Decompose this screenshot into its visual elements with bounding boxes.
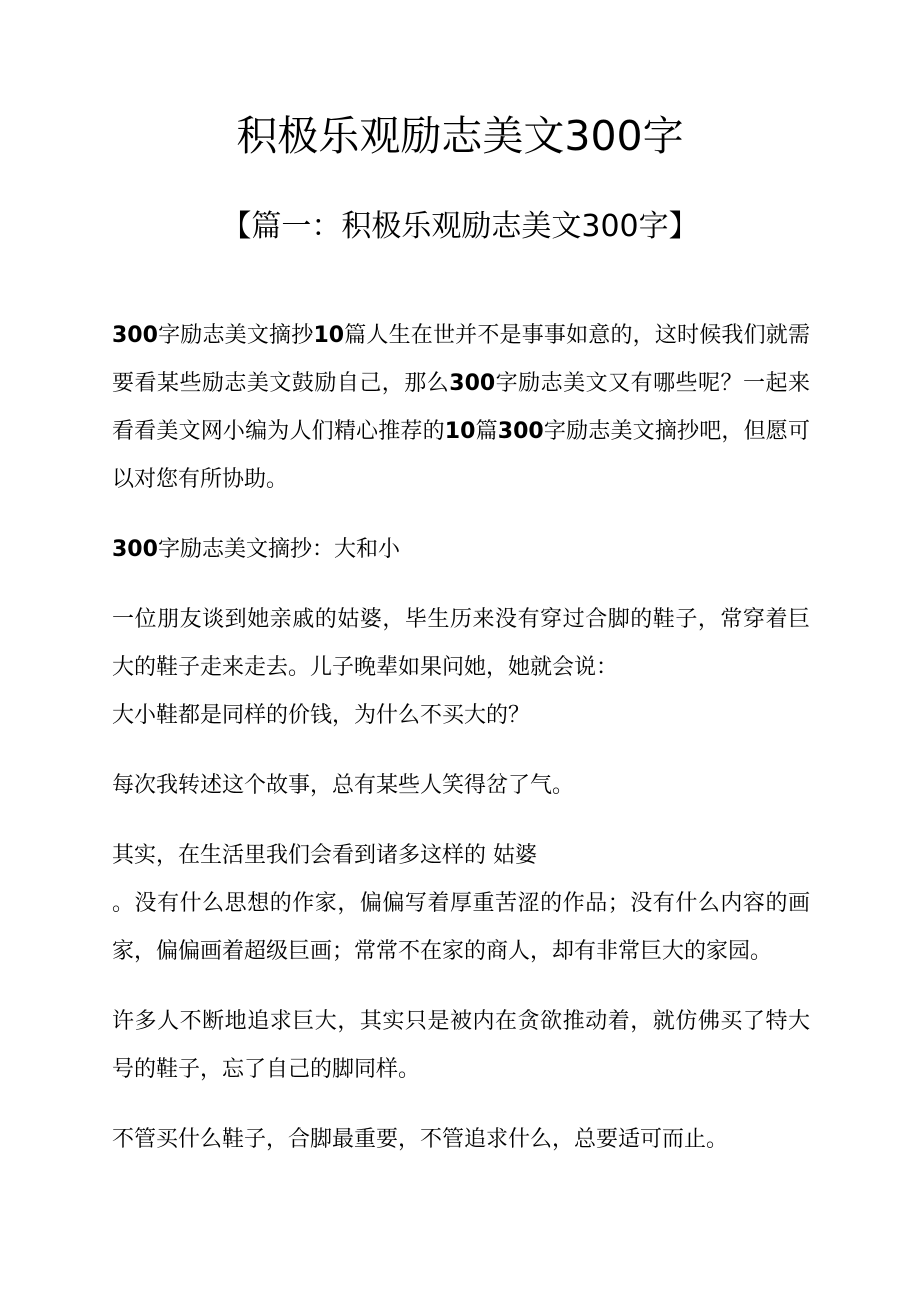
document-title: 积极乐观励志美文300字 <box>236 112 684 160</box>
story-paragraph-1-text: 一位朋友谈到她亲戚的姑婆，毕生历来没有穿过合脚的鞋子，常穿着巨大的鞋子走来走去。儿子晚辈如果问她，她就会说： <box>112 607 810 680</box>
document-subtitle: 【篇一：积极乐观励志美文300字】 <box>221 209 699 244</box>
story-paragraph-4: 许多人不断地追求巨大，其实只是被内在贪欲推动着，就仿佛买了特大号的鞋子，忘了自己的脚同样。 <box>112 1009 810 1082</box>
intro-text-1: 字励志美文摘抄 <box>157 323 314 348</box>
document-body <box>112 312 810 1164</box>
intro-text-2: 篇人生在世并不是事事如意的，这时候我们就需要看某些励志美文鼓励自己，那么 <box>112 323 810 396</box>
story-paragraph-1 <box>112 596 810 740</box>
story-paragraph-2: 每次我转述这个故事，总有某些人笑得岔了气。 <box>112 773 575 798</box>
intro-text-5: 字励志美文摘抄吧，但愿可以对您有所协助。 <box>112 419 810 492</box>
intro-text-3: 字励志美文又有哪些呢？一起来看看美文网小编为人们精心推荐的 <box>112 371 810 444</box>
section-heading-number: 300 <box>112 537 158 562</box>
story-paragraph-3-text: 。没有什么思想的作家，偏偏写着厚重苦涩的作品；没有什么内容的画家，偏偏画着超级巨画；常常不在家的商人，却有非常巨大的家园。 <box>112 891 810 964</box>
intro-number-1: 300 <box>112 323 158 348</box>
intro-number-4: 10 <box>444 419 476 444</box>
section-heading-text: 字励志美文摘抄：大和小 <box>157 537 400 562</box>
story-paragraph-1-quote: 大小鞋都是同样的价钱，为什么不买大的？ <box>112 703 531 728</box>
intro-text-4: 篇 <box>475 419 498 444</box>
intro-number-5: 300 <box>497 419 544 444</box>
section-heading <box>112 526 810 574</box>
story-paragraph-5: 不管买什么鞋子，合脚最重要，不管追求什么，总要适可而止。 <box>112 1127 729 1152</box>
intro-paragraph <box>112 312 810 504</box>
intro-number-3: 300 <box>449 371 496 396</box>
story-paragraph-3 <box>112 832 810 976</box>
story-paragraph-3-first-line: 其实，在生活里我们会看到诸多这样的 姑婆 <box>112 843 537 868</box>
intro-number-2: 10 <box>313 323 345 348</box>
